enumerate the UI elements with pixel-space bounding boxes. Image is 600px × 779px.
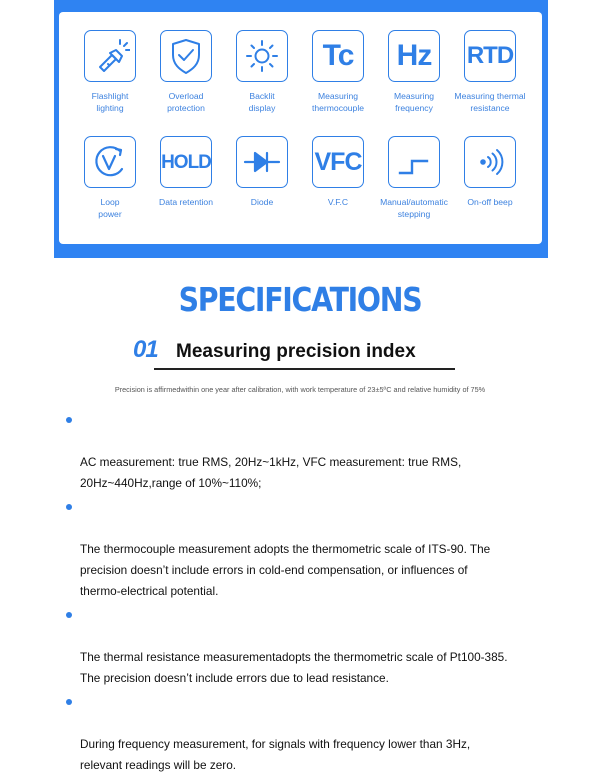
spec-bullet xyxy=(66,497,546,602)
step-icon xyxy=(388,136,440,188)
bullet-icon xyxy=(66,417,72,423)
spec-bullet xyxy=(66,605,546,689)
hz-icon xyxy=(388,30,440,82)
feature-data-retention xyxy=(148,136,224,208)
feature-stepping xyxy=(376,136,452,220)
beep-icon xyxy=(464,136,516,188)
spec-bullet-text: The thermal resistance measurementadopts the thermometric scale of Pt100-385. The precision doesn’t include errors due to lead resistance. xyxy=(80,650,508,685)
feature-thermal-resistance xyxy=(452,30,528,114)
vfc-icon xyxy=(312,136,364,188)
shield-check-icon xyxy=(160,30,212,82)
feature-label: Measuring thermocouple xyxy=(311,91,365,113)
feature-beep xyxy=(452,136,528,208)
feature-thermocouple xyxy=(300,30,376,114)
feature-label: Loop power xyxy=(98,197,122,219)
tc-icon-text: Tc xyxy=(322,39,354,72)
feature-label: On-off beep xyxy=(467,197,513,207)
flashlight-icon xyxy=(84,30,136,82)
feature-label: Overload protection xyxy=(167,91,205,113)
vfc-icon-text: VFC xyxy=(314,147,362,176)
hold-icon-text: HOLD xyxy=(161,151,211,173)
rtd-icon xyxy=(464,30,516,82)
feature-label: Backlit display xyxy=(248,91,276,113)
feature-overload xyxy=(148,30,224,114)
spec-bullet xyxy=(66,410,546,494)
feature-backlit xyxy=(224,30,300,114)
specifications-title: SPECIFICATIONS xyxy=(178,280,422,319)
spec-bullet xyxy=(66,692,546,776)
hz-icon-text: Hz xyxy=(396,39,432,72)
feature-flashlight xyxy=(72,30,148,114)
feature-label: Manual/automatic stepping xyxy=(380,197,448,219)
rtd-icon-text: RTD xyxy=(466,42,514,69)
feature-frequency xyxy=(376,30,452,114)
feature-label: Measuring frequency xyxy=(393,91,435,113)
tc-icon xyxy=(312,30,364,82)
feature-vfc xyxy=(300,136,376,208)
sun-icon xyxy=(236,30,288,82)
bullet-icon xyxy=(66,699,72,705)
spec-bullet-list xyxy=(66,410,546,779)
feature-label: V.F.C xyxy=(327,197,349,207)
precision-note: Precision is affirmedwithin one year after calibration, with work temperature of 23±5ºC and relative humidity of 75% xyxy=(114,385,486,394)
hold-icon xyxy=(160,136,212,188)
feature-label: Measuring thermal resistance xyxy=(454,91,526,113)
feature-label: Diode xyxy=(250,197,274,207)
spec-bullet-text: AC measurement: true RMS, 20Hz~1kHz, VFC measurement: true RMS, 20Hz~440Hz,range of 10%~110%; xyxy=(80,455,462,490)
feature-label: Flashlight lighting xyxy=(91,91,129,113)
section-underline xyxy=(154,368,455,370)
spec-bullet-text: The thermocouple measurement adopts the thermometric scale of ITS-90. The precision doesn’t include errors in cold-end compensation, or influences of thermo-electrical potential. xyxy=(80,542,491,598)
feature-label: Data retention xyxy=(159,197,213,207)
bullet-icon xyxy=(66,504,72,510)
section-title: Measuring precision index xyxy=(176,341,416,362)
spec-bullet-text: During frequency measurement, for signals with frequency lower than 3Hz, relevant readings will be zero. xyxy=(80,737,471,772)
diode-icon xyxy=(236,136,288,188)
feature-diode xyxy=(224,136,300,208)
loop-power-icon xyxy=(84,136,136,188)
section-number: 01 xyxy=(133,336,158,363)
bullet-icon xyxy=(66,612,72,618)
feature-loop-power xyxy=(72,136,148,220)
